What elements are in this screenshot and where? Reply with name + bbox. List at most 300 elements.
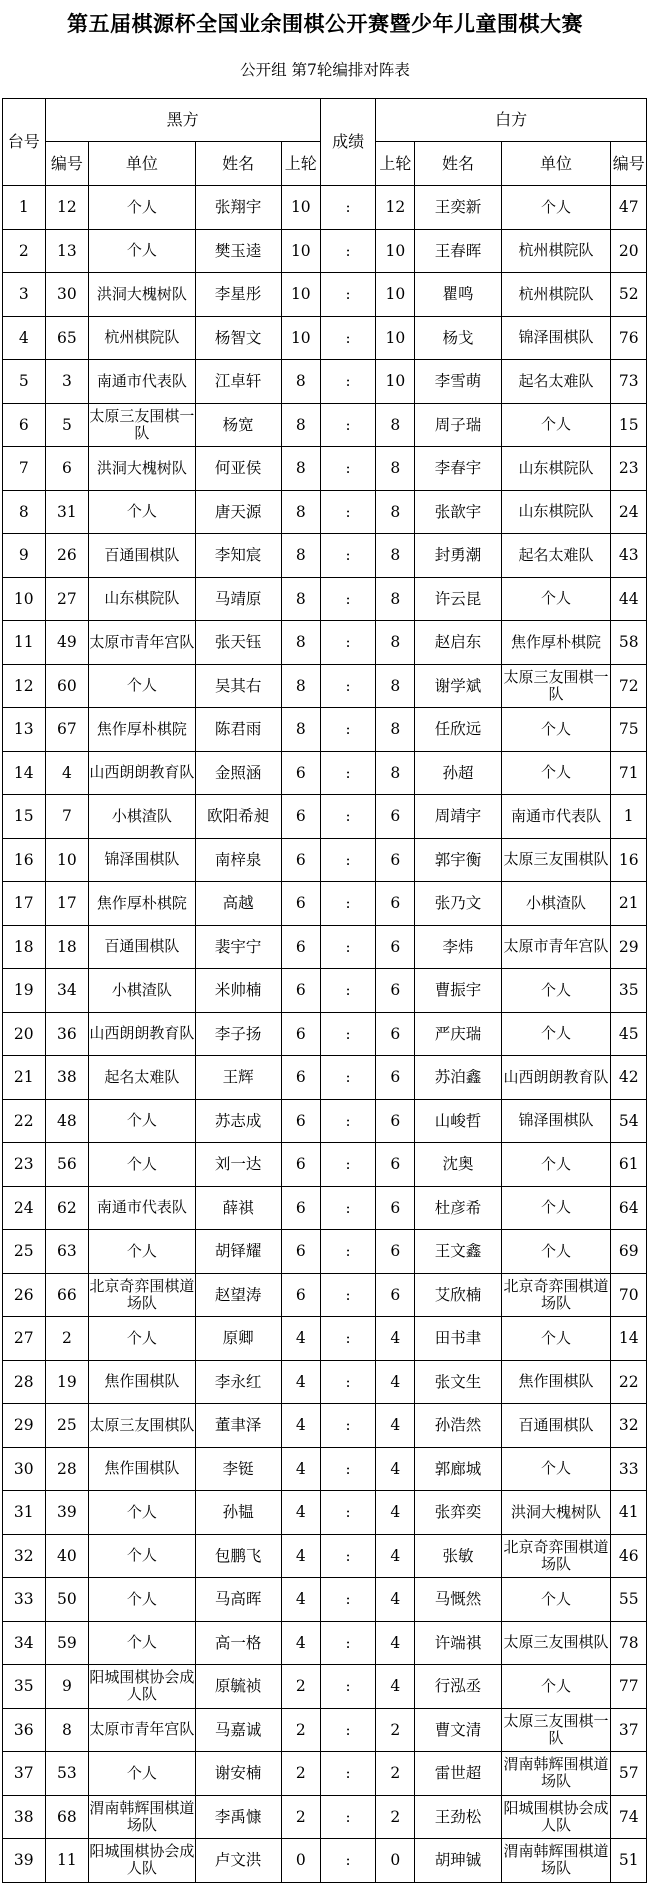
cell-white-num: 47 (611, 186, 647, 230)
cell-result: : (320, 360, 376, 404)
cell-black-unit: 南通市代表队 (89, 360, 195, 404)
table-row (3, 447, 647, 491)
cell-black-prev: 4 (281, 1360, 320, 1404)
cell-black-num: 25 (45, 1404, 89, 1448)
cell-black-name: 李知宸 (195, 534, 281, 578)
cell-white-prev: 4 (376, 1360, 415, 1404)
cell-white-prev: 4 (376, 1621, 415, 1665)
cell-white-name: 郭廊城 (415, 1447, 501, 1491)
cell-white-name: 孙浩然 (415, 1404, 501, 1448)
page-subtitle: 公开组 第7轮编排对阵表 (240, 61, 410, 79)
cell-black-unit: 太原市青年宫队 (89, 621, 195, 665)
cell-black-prev: 2 (281, 1795, 320, 1839)
cell-white-num: 35 (611, 969, 647, 1013)
cell-white-num: 33 (611, 1447, 647, 1491)
header-white-name: 姓名 (415, 142, 501, 186)
cell-black-num: 68 (45, 1795, 89, 1839)
cell-black-unit: 小棋渣队 (89, 795, 195, 839)
cell-white-num: 15 (611, 403, 647, 447)
cell-black-unit: 锦泽围棋队 (89, 838, 195, 882)
cell-white-name: 王文鑫 (415, 1230, 501, 1274)
cell-black-unit: 个人 (89, 186, 195, 230)
cell-black-name: 张翔宇 (195, 186, 281, 230)
cell-white-num: 22 (611, 1360, 647, 1404)
cell-result: : (320, 447, 376, 491)
cell-white-num: 69 (611, 1230, 647, 1274)
cell-table-no: 25 (3, 1230, 46, 1274)
cell-white-num: 43 (611, 534, 647, 578)
cell-white-name: 张歆宇 (415, 490, 501, 534)
cell-black-unit: 洪洞大槐树队 (89, 447, 195, 491)
cell-black-num: 60 (45, 664, 89, 708)
cell-result: : (320, 882, 376, 926)
cell-black-unit: 个人 (89, 1099, 195, 1143)
cell-result: : (320, 1752, 376, 1796)
cell-table-no: 27 (3, 1317, 46, 1361)
cell-black-prev: 4 (281, 1404, 320, 1448)
cell-white-unit: 个人 (501, 969, 611, 1013)
table-row (3, 1186, 647, 1230)
table-row (3, 795, 647, 839)
cell-white-num: 20 (611, 229, 647, 273)
cell-black-num: 63 (45, 1230, 89, 1274)
cell-black-num: 18 (45, 925, 89, 969)
cell-black-unit: 百通围棋队 (89, 534, 195, 578)
cell-black-num: 49 (45, 621, 89, 665)
cell-table-no: 24 (3, 1186, 46, 1230)
cell-white-unit: 个人 (501, 751, 611, 795)
cell-result: : (320, 403, 376, 447)
cell-table-no: 6 (3, 403, 46, 447)
cell-black-prev: 8 (281, 621, 320, 665)
cell-white-name: 周子瑞 (415, 403, 501, 447)
header-black-prev: 上轮 (281, 142, 320, 186)
cell-white-num: 16 (611, 838, 647, 882)
table-row (3, 1578, 647, 1622)
cell-black-name: 董聿泽 (195, 1404, 281, 1448)
cell-black-name: 卢文洪 (195, 1839, 281, 1883)
table-row (3, 1317, 647, 1361)
header-table-no: 台号 (3, 99, 46, 186)
cell-result: : (320, 621, 376, 665)
cell-black-name: 李子扬 (195, 1012, 281, 1056)
cell-table-no: 22 (3, 1099, 46, 1143)
cell-black-name: 何亚侯 (195, 447, 281, 491)
cell-white-prev: 6 (376, 1230, 415, 1274)
table-row (3, 969, 647, 1013)
cell-black-num: 56 (45, 1143, 89, 1187)
cell-result: : (320, 490, 376, 534)
cell-white-prev: 8 (376, 534, 415, 578)
cell-table-no: 11 (3, 621, 46, 665)
table-row (3, 664, 647, 708)
table-row (3, 1230, 647, 1274)
cell-white-prev: 4 (376, 1534, 415, 1578)
cell-black-prev: 4 (281, 1491, 320, 1535)
cell-white-unit: 个人 (501, 1186, 611, 1230)
cell-white-prev: 8 (376, 708, 415, 752)
cell-black-prev: 8 (281, 534, 320, 578)
cell-white-prev: 10 (376, 360, 415, 404)
cell-table-no: 32 (3, 1534, 46, 1578)
cell-black-unit: 焦作厚朴棋院 (89, 882, 195, 926)
cell-result: : (320, 1404, 376, 1448)
cell-white-unit: 小棋渣队 (501, 882, 611, 926)
cell-white-unit: 杭州棋院队 (501, 273, 611, 317)
cell-black-name: 樊玉逵 (195, 229, 281, 273)
header-white: 白方 (376, 99, 647, 142)
cell-white-unit: 渭南韩辉围棋道场队 (501, 1839, 611, 1883)
table-row (3, 925, 647, 969)
cell-black-num: 13 (45, 229, 89, 273)
cell-white-unit: 个人 (501, 403, 611, 447)
cell-white-name: 李春宇 (415, 447, 501, 491)
cell-white-prev: 4 (376, 1317, 415, 1361)
header-white-unit: 单位 (501, 142, 611, 186)
cell-black-prev: 2 (281, 1665, 320, 1709)
cell-white-name: 马慨然 (415, 1578, 501, 1622)
cell-table-no: 7 (3, 447, 46, 491)
table-row (3, 751, 647, 795)
cell-white-unit: 个人 (501, 1230, 611, 1274)
cell-white-num: 76 (611, 316, 647, 360)
cell-black-num: 36 (45, 1012, 89, 1056)
cell-black-num: 50 (45, 1578, 89, 1622)
table-row (3, 1795, 647, 1839)
cell-black-unit: 个人 (89, 1578, 195, 1622)
cell-white-name: 封勇潮 (415, 534, 501, 578)
cell-black-prev: 4 (281, 1578, 320, 1622)
cell-white-num: 41 (611, 1491, 647, 1535)
cell-white-unit: 起名太难队 (501, 534, 611, 578)
cell-white-name: 张文生 (415, 1360, 501, 1404)
cell-black-num: 27 (45, 577, 89, 621)
cell-result: : (320, 534, 376, 578)
cell-white-prev: 10 (376, 316, 415, 360)
cell-white-num: 64 (611, 1186, 647, 1230)
cell-black-prev: 2 (281, 1752, 320, 1796)
cell-white-prev: 10 (376, 273, 415, 317)
cell-result: : (320, 838, 376, 882)
cell-table-no: 31 (3, 1491, 46, 1535)
cell-white-prev: 8 (376, 490, 415, 534)
cell-white-unit: 焦作围棋队 (501, 1360, 611, 1404)
cell-black-name: 金照涵 (195, 751, 281, 795)
cell-white-num: 23 (611, 447, 647, 491)
cell-result: : (320, 1491, 376, 1535)
cell-white-unit: 山东棋院队 (501, 490, 611, 534)
cell-black-num: 19 (45, 1360, 89, 1404)
cell-black-num: 9 (45, 1665, 89, 1709)
cell-result: : (320, 1186, 376, 1230)
cell-black-prev: 6 (281, 882, 320, 926)
cell-white-num: 37 (611, 1708, 647, 1752)
cell-black-unit: 南通市代表队 (89, 1186, 195, 1230)
cell-black-num: 40 (45, 1534, 89, 1578)
cell-white-num: 72 (611, 664, 647, 708)
cell-white-name: 瞿鸣 (415, 273, 501, 317)
cell-black-unit: 太原三友围棋队 (89, 1404, 195, 1448)
table-row (3, 1447, 647, 1491)
cell-white-name: 许云昆 (415, 577, 501, 621)
cell-table-no: 21 (3, 1056, 46, 1100)
cell-white-prev: 8 (376, 403, 415, 447)
cell-black-num: 62 (45, 1186, 89, 1230)
table-row (3, 1099, 647, 1143)
cell-white-unit: 洪洞大槐树队 (501, 1491, 611, 1535)
cell-white-unit: 个人 (501, 1578, 611, 1622)
cell-black-name: 李永红 (195, 1360, 281, 1404)
cell-result: : (320, 1839, 376, 1883)
cell-white-prev: 4 (376, 1447, 415, 1491)
cell-black-prev: 6 (281, 795, 320, 839)
cell-black-prev: 6 (281, 1143, 320, 1187)
cell-result: : (320, 969, 376, 1013)
cell-result: : (320, 1578, 376, 1622)
cell-white-num: 44 (611, 577, 647, 621)
cell-black-prev: 8 (281, 490, 320, 534)
cell-white-name: 山峻哲 (415, 1099, 501, 1143)
cell-white-prev: 2 (376, 1752, 415, 1796)
cell-black-prev: 8 (281, 403, 320, 447)
cell-black-name: 原卿 (195, 1317, 281, 1361)
cell-table-no: 3 (3, 273, 46, 317)
cell-black-unit: 太原三友围棋一队 (89, 403, 195, 447)
cell-black-num: 67 (45, 708, 89, 752)
cell-white-prev: 2 (376, 1708, 415, 1752)
cell-result: : (320, 1360, 376, 1404)
cell-black-num: 17 (45, 882, 89, 926)
table-row (3, 186, 647, 230)
cell-result: : (320, 316, 376, 360)
cell-result: : (320, 1708, 376, 1752)
cell-result: : (320, 1665, 376, 1709)
cell-black-num: 2 (45, 1317, 89, 1361)
cell-white-name: 郭宇衡 (415, 838, 501, 882)
cell-white-num: 73 (611, 360, 647, 404)
cell-table-no: 30 (3, 1447, 46, 1491)
cell-black-name: 刘一达 (195, 1143, 281, 1187)
cell-white-name: 胡珅铖 (415, 1839, 501, 1883)
cell-black-name: 孙韫 (195, 1491, 281, 1535)
cell-white-unit: 太原市青年宫队 (501, 925, 611, 969)
cell-black-unit: 个人 (89, 229, 195, 273)
cell-white-name: 雷世超 (415, 1752, 501, 1796)
cell-result: : (320, 1621, 376, 1665)
table-row (3, 229, 647, 273)
cell-white-unit: 太原三友围棋队 (501, 1621, 611, 1665)
cell-white-name: 曹文清 (415, 1708, 501, 1752)
cell-black-num: 59 (45, 1621, 89, 1665)
cell-black-num: 26 (45, 534, 89, 578)
table-row (3, 534, 647, 578)
cell-black-unit: 焦作围棋队 (89, 1447, 195, 1491)
cell-white-unit: 太原三友围棋一队 (501, 1708, 611, 1752)
cell-white-name: 张弈奕 (415, 1491, 501, 1535)
cell-table-no: 38 (3, 1795, 46, 1839)
cell-white-num: 54 (611, 1099, 647, 1143)
cell-black-unit: 太原市青年宫队 (89, 1708, 195, 1752)
cell-white-name: 任欣远 (415, 708, 501, 752)
cell-black-name: 王辉 (195, 1056, 281, 1100)
cell-black-num: 11 (45, 1839, 89, 1883)
cell-result: : (320, 1534, 376, 1578)
cell-black-name: 高一格 (195, 1621, 281, 1665)
cell-black-name: 苏志成 (195, 1099, 281, 1143)
cell-black-unit: 个人 (89, 1317, 195, 1361)
cell-black-prev: 6 (281, 1230, 320, 1274)
cell-white-name: 苏泊鑫 (415, 1056, 501, 1100)
cell-black-unit: 百通围棋队 (89, 925, 195, 969)
cell-table-no: 9 (3, 534, 46, 578)
cell-black-name: 李铤 (195, 1447, 281, 1491)
table-row (3, 708, 647, 752)
header-black: 黑方 (45, 99, 320, 142)
cell-black-name: 吴其右 (195, 664, 281, 708)
cell-black-num: 38 (45, 1056, 89, 1100)
table-row (3, 1491, 647, 1535)
cell-black-prev: 4 (281, 1534, 320, 1578)
cell-white-num: 70 (611, 1273, 647, 1317)
cell-result: : (320, 273, 376, 317)
cell-result: : (320, 751, 376, 795)
cell-black-prev: 0 (281, 1839, 320, 1883)
cell-white-prev: 8 (376, 447, 415, 491)
cell-black-num: 12 (45, 186, 89, 230)
cell-white-name: 田书聿 (415, 1317, 501, 1361)
cell-table-no: 19 (3, 969, 46, 1013)
cell-white-unit: 阳城围棋协会成人队 (501, 1795, 611, 1839)
cell-black-prev: 6 (281, 1186, 320, 1230)
cell-black-name: 杨智文 (195, 316, 281, 360)
table-row (3, 1404, 647, 1448)
cell-white-prev: 0 (376, 1839, 415, 1883)
cell-white-num: 29 (611, 925, 647, 969)
table-row (3, 1056, 647, 1100)
cell-white-name: 王奕新 (415, 186, 501, 230)
cell-white-prev: 4 (376, 1491, 415, 1535)
cell-white-unit: 北京奇弈围棋道场队 (501, 1273, 611, 1317)
cell-black-prev: 4 (281, 1317, 320, 1361)
cell-black-unit: 起名太难队 (89, 1056, 195, 1100)
cell-white-prev: 6 (376, 1186, 415, 1230)
cell-white-unit: 个人 (501, 577, 611, 621)
table-row (3, 1273, 647, 1317)
cell-white-prev: 6 (376, 795, 415, 839)
cell-black-num: 3 (45, 360, 89, 404)
table-row (3, 273, 647, 317)
cell-white-unit: 太原三友围棋队 (501, 838, 611, 882)
cell-black-num: 39 (45, 1491, 89, 1535)
cell-result: : (320, 577, 376, 621)
cell-black-name: 马靖原 (195, 577, 281, 621)
cell-black-prev: 6 (281, 838, 320, 882)
table-row (3, 1621, 647, 1665)
cell-table-no: 17 (3, 882, 46, 926)
cell-black-prev: 10 (281, 273, 320, 317)
cell-table-no: 2 (3, 229, 46, 273)
cell-white-prev: 4 (376, 1665, 415, 1709)
cell-white-prev: 10 (376, 229, 415, 273)
cell-black-prev: 8 (281, 664, 320, 708)
header-white-num: 编号 (611, 142, 647, 186)
table-row (3, 316, 647, 360)
cell-black-name: 薛祺 (195, 1186, 281, 1230)
cell-white-name: 严庆瑞 (415, 1012, 501, 1056)
cell-white-num: 51 (611, 1839, 647, 1883)
cell-black-name: 江卓轩 (195, 360, 281, 404)
cell-white-num: 77 (611, 1665, 647, 1709)
cell-white-prev: 6 (376, 1056, 415, 1100)
cell-white-num: 1 (611, 795, 647, 839)
cell-black-prev: 8 (281, 577, 320, 621)
cell-black-name: 唐天源 (195, 490, 281, 534)
cell-black-name: 高越 (195, 882, 281, 926)
header-black-name: 姓名 (195, 142, 281, 186)
cell-white-num: 21 (611, 882, 647, 926)
cell-table-no: 8 (3, 490, 46, 534)
cell-white-name: 谢学斌 (415, 664, 501, 708)
cell-white-name: 杨戈 (415, 316, 501, 360)
cell-white-unit: 个人 (501, 1012, 611, 1056)
cell-black-prev: 6 (281, 1012, 320, 1056)
cell-white-name: 李炜 (415, 925, 501, 969)
cell-table-no: 35 (3, 1665, 46, 1709)
header-result: 成绩 (320, 99, 376, 186)
cell-black-unit: 个人 (89, 1621, 195, 1665)
cell-white-num: 61 (611, 1143, 647, 1187)
cell-result: : (320, 664, 376, 708)
cell-black-name: 欧阳希昶 (195, 795, 281, 839)
cell-black-name: 李禹慷 (195, 1795, 281, 1839)
cell-black-num: 31 (45, 490, 89, 534)
cell-table-no: 4 (3, 316, 46, 360)
cell-black-prev: 2 (281, 1708, 320, 1752)
cell-white-name: 曹振宇 (415, 969, 501, 1013)
table-row (3, 1143, 647, 1187)
table-row (3, 1752, 647, 1796)
cell-black-unit: 个人 (89, 1752, 195, 1796)
cell-white-unit: 锦泽围棋队 (501, 1099, 611, 1143)
table-row (3, 360, 647, 404)
cell-black-unit: 杭州棋院队 (89, 316, 195, 360)
table-row (3, 1665, 647, 1709)
cell-white-name: 许端祺 (415, 1621, 501, 1665)
table-row (3, 838, 647, 882)
cell-result: : (320, 186, 376, 230)
cell-black-name: 张天钰 (195, 621, 281, 665)
cell-black-num: 8 (45, 1708, 89, 1752)
cell-white-prev: 6 (376, 969, 415, 1013)
cell-black-num: 30 (45, 273, 89, 317)
cell-black-unit: 阳城围棋协会成人队 (89, 1665, 195, 1709)
cell-table-no: 20 (3, 1012, 46, 1056)
cell-white-prev: 8 (376, 621, 415, 665)
cell-black-num: 4 (45, 751, 89, 795)
cell-black-unit: 阳城围棋协会成人队 (89, 1839, 195, 1883)
cell-black-unit: 焦作围棋队 (89, 1360, 195, 1404)
cell-black-unit: 焦作厚朴棋院 (89, 708, 195, 752)
cell-white-unit: 南通市代表队 (501, 795, 611, 839)
cell-white-unit: 太原三友围棋一队 (501, 664, 611, 708)
cell-white-unit: 个人 (501, 1665, 611, 1709)
cell-black-name: 包鹏飞 (195, 1534, 281, 1578)
cell-table-no: 34 (3, 1621, 46, 1665)
cell-table-no: 12 (3, 664, 46, 708)
cell-black-name: 南梓泉 (195, 838, 281, 882)
cell-result: : (320, 1230, 376, 1274)
cell-white-unit: 个人 (501, 1317, 611, 1361)
